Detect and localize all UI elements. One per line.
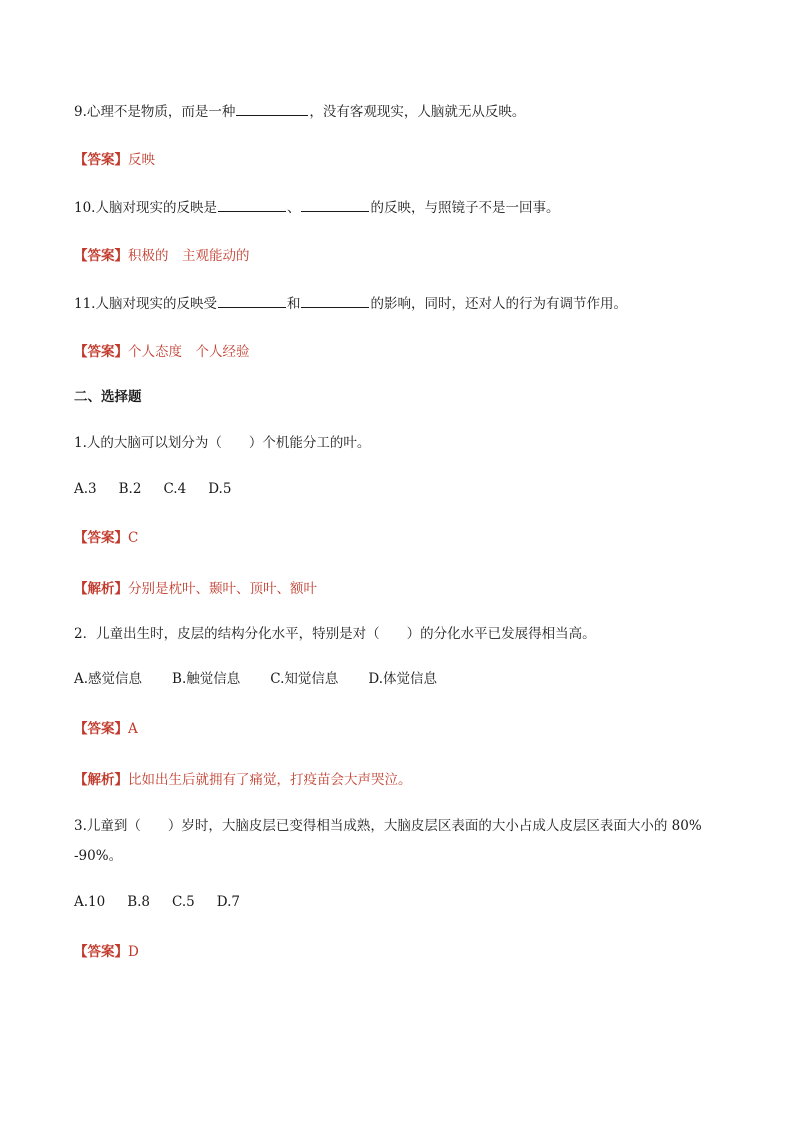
mc-options-2 (74, 669, 437, 689)
question-10-text-before: 10.人脑对现实的反映是 (74, 200, 217, 216)
option-b: B.触觉信息 (172, 671, 241, 687)
question-10 (74, 197, 559, 218)
question-11 (74, 293, 627, 314)
answer-tag: 【答案】 (74, 152, 128, 168)
question-9-text-before: 9.心理不是物质，而是一种 (74, 104, 236, 120)
answer-mc-2 (74, 719, 138, 739)
analysis-mc-2 (74, 770, 412, 790)
analysis-mc-1 (74, 579, 317, 599)
option-c: C.4 (163, 481, 187, 497)
option-b: B.2 (118, 481, 142, 497)
analysis-text: 分别是枕叶、颞叶、顶叶、额叶 (128, 581, 317, 597)
answer-mc-1 (74, 528, 138, 548)
question-11-text-after: 的影响，同时，还对人的行为有调节作用。 (370, 296, 627, 312)
mc-question-2: 2．儿童出生时，皮层的结构分化水平，特别是对（ ）的分化水平已发展得相当高。 (74, 626, 596, 642)
answer-text: C (128, 530, 139, 546)
answer-tag: 【答案】 (74, 721, 128, 737)
option-a: A.10 (74, 894, 106, 910)
answer-tag: 【答案】 (74, 248, 128, 264)
answer-9 (74, 150, 155, 170)
answer-text: A (128, 721, 138, 737)
option-d: D.5 (208, 481, 232, 497)
answer-text: D (128, 944, 139, 960)
question-9-text-after: ，没有客观现实，人脑就无从反映。 (309, 104, 526, 120)
option-b: B.8 (127, 894, 151, 910)
mc-question-1: 1.人的大脑可以划分为（ ）个机能分工的叶。 (74, 435, 371, 451)
analysis-tag: 【解析】 (74, 772, 128, 788)
option-c: C.知觉信息 (270, 671, 339, 687)
answer-10 (74, 246, 250, 266)
answer-mc-3 (74, 942, 139, 962)
answer-text: 反映 (128, 152, 155, 168)
section-heading: 二、选择题 (74, 389, 142, 405)
option-a: A.3 (74, 481, 97, 497)
question-10-separator: 、 (286, 200, 301, 216)
question-11-mid: 和 (286, 296, 301, 312)
answer-text: 积极的 主观能动的 (128, 248, 250, 264)
answer-tag: 【答案】 (74, 344, 128, 360)
answer-tag: 【答案】 (74, 530, 128, 546)
mc-question-3-line-1: 3.儿童到（ ）岁时，大脑皮层已变得相当成熟，大脑皮层区表面的大小占成人皮层区表面大小的 80% (74, 818, 702, 834)
fill-blank (236, 101, 308, 116)
answer-tag: 【答案】 (74, 944, 128, 960)
fill-blank (218, 293, 286, 308)
question-11-text-before: 11.人脑对现实的反映受 (74, 296, 217, 312)
mc-question-3-line-2: -90%。 (74, 848, 123, 864)
fill-blank (218, 197, 286, 212)
fill-blank (301, 197, 369, 212)
option-d: D.7 (216, 894, 240, 910)
question-9 (74, 101, 525, 122)
analysis-tag: 【解析】 (74, 581, 128, 597)
option-c: C.5 (172, 894, 195, 910)
option-d: D.体觉信息 (368, 671, 438, 687)
answer-11 (74, 342, 250, 362)
mc-options-1 (74, 479, 231, 499)
option-a: A.感觉信息 (74, 671, 143, 687)
mc-options-3 (74, 892, 240, 912)
question-10-text-after: 的反映，与照镜子不是一回事。 (370, 200, 560, 216)
analysis-text: 比如出生后就拥有了痛觉，打疫苗会大声哭泣。 (128, 772, 412, 788)
answer-text: 个人态度 个人经验 (128, 344, 250, 360)
fill-blank (301, 293, 369, 308)
